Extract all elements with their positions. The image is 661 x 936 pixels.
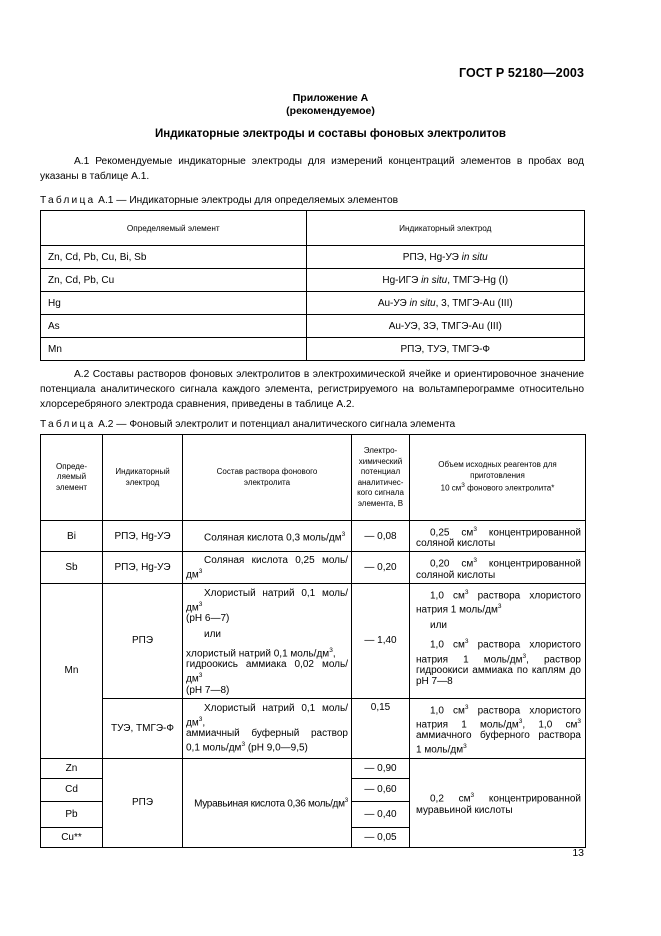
potential-cell: — 0,40 xyxy=(352,801,410,827)
table-row xyxy=(41,246,585,269)
volume-cell: 0,20 $см^3$ концентрированной соляной кислоты xyxy=(410,552,586,583)
volume-cell: 1,0 $см^3$ раствора хлористого натрия 1 моль/$дм^3$, 1,0 $см^3$ аммиачного буферного раствора 1 моль/$дм^3$ xyxy=(410,698,586,758)
potential-cell: — 0,08 xyxy=(352,521,410,552)
electrode-cell: ТУЭ, ТМГЭ-Ф xyxy=(103,698,183,758)
column-header-element: Опреде-ляемый элемент xyxy=(41,435,103,521)
potential-cell: — 1,40 xyxy=(352,583,410,698)
element-cell: Sb xyxy=(41,552,103,583)
volume-cell: 1,0 $см^3$ раствора хлористого натрия 1 моль/$дм^3$ или 1,0 $см^3$ раствора хлористого натрия 1 моль/$дм^3$, раствор гидроокиси аммиака по каплям до рН 7—8 xyxy=(410,583,586,698)
element-cell: Cd xyxy=(41,778,103,801)
element-cell: Pb xyxy=(41,801,103,827)
table1-caption: Таблица А.1 — Индикаторные электроды для определяемых элементов xyxy=(40,195,399,206)
element-cell: Zn xyxy=(41,758,103,778)
table-row xyxy=(41,315,585,338)
electrode-cell: РПЭ, Hg-УЭ in situ xyxy=(306,246,584,269)
table-row xyxy=(41,758,586,778)
standard-header: ГОСТ Р 52180—2003 xyxy=(458,66,584,80)
table-row xyxy=(41,698,586,758)
electrode-cell: Au-УЭ in situ, 3, ТМГЭ-Au (III) xyxy=(306,292,584,315)
paragraph-a2: А.2 Составы растворов фоновых электролитов в электрохимической ячейке и ориентировочное значение потенциала аналитического сигнала каждого элемента, регистрируемого на вольтамперограмме относительно хлорсеребряного электрода сравнения, приведены в таблице А.2. xyxy=(40,369,584,410)
composition-cell: Муравьиная кислота 0,36 моль/$дм^3$ xyxy=(183,758,352,847)
electrode-cell: РПЭ xyxy=(103,583,183,698)
column-header-electrode: Индикаторный электрод xyxy=(306,211,584,246)
electrode-cell: РПЭ, Hg-УЭ xyxy=(103,552,183,583)
table-a1 xyxy=(40,210,585,361)
table-header-row xyxy=(41,211,585,246)
composition-cell: Хлористый натрий 0,1 моль/$дм^3$ (рН 6—7) или хлористый натрий 0,1 моль/$дм^3$, гидроокись аммиака 0,02 моль/$дм^3$ (рН 7—8) xyxy=(183,583,352,698)
composition-cell: Хлористый натрий 0,1 моль/$дм^3$, аммиачный буферный раствор 0,1 моль/$дм^3$ (рН 9,0—9,5) xyxy=(183,698,352,758)
composition-cell: Соляная кислота 0,3 моль/$дм^3$ xyxy=(183,521,352,552)
volume-cell: 0,25 $см^3$ концентрированной соляной кислоты xyxy=(410,521,586,552)
table-row xyxy=(41,521,586,552)
element-cell: Cu** xyxy=(41,827,103,847)
section-heading: Индикаторные электроды и составы фоновых электролитов xyxy=(155,128,506,140)
element-cell: Mn xyxy=(41,338,307,361)
potential-cell: — 0,60 xyxy=(352,778,410,801)
table-row xyxy=(41,583,586,698)
column-header-composition: Состав раствора фонового электролита xyxy=(183,435,352,521)
column-header-potential: Электро-химический потенциал аналитичес-кого сигнала элемента, В xyxy=(352,435,410,521)
element-cell: As xyxy=(41,315,307,338)
table2-caption: Таблица А.2 — Фоновый электролит и потенциал аналитического сигнала элемента xyxy=(40,419,456,430)
volume-cell: 0,2 $см^3$ концентрированной муравьиной кислоты xyxy=(410,758,586,847)
appendix-subtitle: (рекомендуемое) xyxy=(286,105,375,117)
electrode-cell: РПЭ xyxy=(103,758,183,847)
potential-cell: — 0,20 xyxy=(352,552,410,583)
potential-cell: — 0,05 xyxy=(352,827,410,847)
appendix-title: Приложение А xyxy=(292,92,369,104)
element-cell: Zn, Cd, Pb, Cu, Bi, Sb xyxy=(41,246,307,269)
paragraph-a1: А.1 Рекомендуемые индикаторные электроды для измерений концентраций элементов в пробах вод указаны в таблице А.1. xyxy=(40,156,584,182)
page-number: 13 xyxy=(572,847,584,859)
electrode-cell: РПЭ, ТУЭ, ТМГЭ-Ф xyxy=(306,338,584,361)
element-cell: Zn, Cd, Pb, Cu xyxy=(41,269,307,292)
table-row xyxy=(41,338,585,361)
electrode-cell: Au-УЭ, 3Э, ТМГЭ-Au (III) xyxy=(306,315,584,338)
electrode-cell: РПЭ, Hg-УЭ xyxy=(103,521,183,552)
table-row xyxy=(41,292,585,315)
column-header-volume: Объем исходных реагентов для приготовления 10 $см^3$ фонового электролита* xyxy=(410,435,586,521)
potential-cell: 0,15 xyxy=(352,698,410,758)
column-header-electrode: Индикаторный электрод xyxy=(103,435,183,521)
table-row xyxy=(41,269,585,292)
table-header-row xyxy=(41,435,586,521)
potential-cell: — 0,90 xyxy=(352,758,410,778)
column-header-element: Определяемый элемент xyxy=(41,211,307,246)
composition-cell: Соляная кислота 0,25 моль/$дм^3$ xyxy=(183,552,352,583)
element-cell: Mn xyxy=(41,583,103,758)
electrode-cell: Hg-ИГЭ in situ, ТМГЭ-Hg (I) xyxy=(306,269,584,292)
table-a2 xyxy=(40,434,586,848)
element-cell: Hg xyxy=(41,292,307,315)
element-cell: Bi xyxy=(41,521,103,552)
table-row xyxy=(41,552,586,583)
